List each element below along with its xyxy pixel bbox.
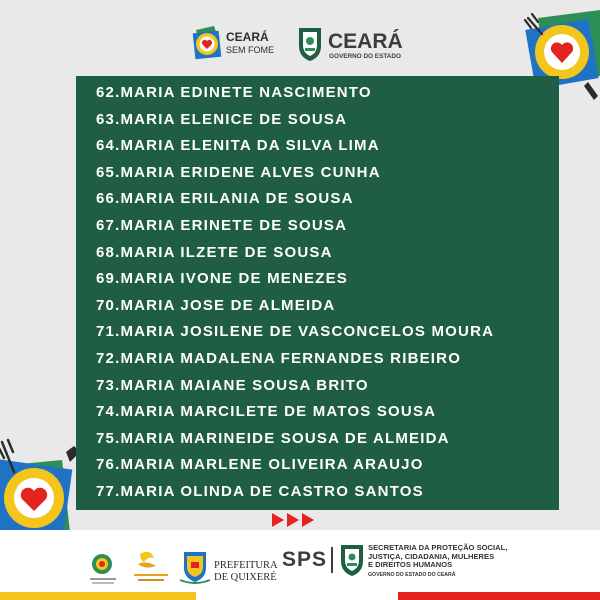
brand-right-sub: GOVERNO DO ESTADO: [329, 53, 401, 60]
list-item: 76.MARIA MARLENE OLIVEIRA ARAUJO: [96, 456, 424, 474]
triple-arrow-icon[interactable]: [272, 512, 316, 528]
stripe-yellow: [0, 592, 196, 600]
bird-logo-icon: [134, 552, 168, 581]
list-item: 77.MARIA OLINDA DE CASTRO SANTOS: [96, 482, 424, 500]
list-item: 63.MARIA ELENICE DE SOUSA: [96, 110, 348, 128]
divider: [331, 547, 333, 573]
coat-of-arms-icon: [299, 28, 321, 61]
knife-icon: [584, 82, 598, 100]
list-item: 69.MARIA IVONE DE MENEZES: [96, 270, 348, 288]
list-item: 62.MARIA EDINETE NASCIMENTO: [96, 84, 372, 101]
list-item: 73.MARIA MAIANE SOUSA BRITO: [96, 376, 369, 394]
list-item: 71.MARIA JOSILENE DE VASCONCELOS MOURA: [96, 323, 495, 341]
secretaria-line: E DIREITOS HUMANOS: [368, 560, 453, 570]
coat-of-arms-icon: [339, 543, 365, 577]
list-item: 74.MARIA MARCILETE DE MATOS SOUSA: [96, 403, 437, 421]
stripe-white: [196, 592, 398, 600]
brand-right-title: CEARÁ: [328, 30, 403, 53]
list-item: 64.MARIA ELENITA DA SILVA LIMA: [96, 137, 380, 155]
list-item: 68.MARIA ILZETE DE SOUSA: [96, 243, 333, 261]
list-item: 66.MARIA ERILANIA DE SOUSA: [96, 190, 354, 208]
brand-left-line1: CEARÁ: [226, 30, 269, 44]
secretaria-line: JUSTIÇA, CIDADANIA, MULHERES: [368, 551, 495, 561]
heart-plate-icon: [193, 26, 222, 59]
stripe-red: [398, 592, 600, 600]
list-item: 75.MARIA MARINEIDE SOUSA DE ALMEIDA: [96, 429, 450, 447]
governo-ceara-logo: [296, 24, 426, 62]
municipal-logos: [88, 546, 278, 590]
secretaria-emblem-icon: [90, 554, 116, 584]
names-panel: [76, 76, 559, 510]
governo-label: GOVERNO DO ESTADO DO CEARÁ: [368, 571, 456, 578]
ceara-sem-fome-logo: [192, 26, 284, 60]
secretaria-line: SECRETARIA DA PROTEÇÃO SOCIAL,: [368, 543, 508, 552]
prefeitura-line1: PREFEITURA: [214, 560, 278, 571]
sps-label: SPS: [282, 548, 328, 571]
coat-of-arms-icon: [180, 552, 210, 583]
list-item: 65.MARIA ERIDENE ALVES CUNHA: [96, 163, 381, 181]
list-item: 72.MARIA MADALENA FERNANDES RIBEIRO: [96, 349, 462, 367]
names-list: [96, 80, 549, 506]
list-item: 70.MARIA JOSE DE ALMEIDA: [96, 296, 336, 314]
brand-left-line2: SEM FOME: [226, 45, 275, 55]
header: [0, 0, 600, 76]
list-item: 67.MARIA ERINETE DE SOUSA: [96, 216, 348, 234]
secretaria-block: [368, 544, 528, 579]
prefeitura-line2: DE QUIXERÉ: [214, 572, 277, 583]
